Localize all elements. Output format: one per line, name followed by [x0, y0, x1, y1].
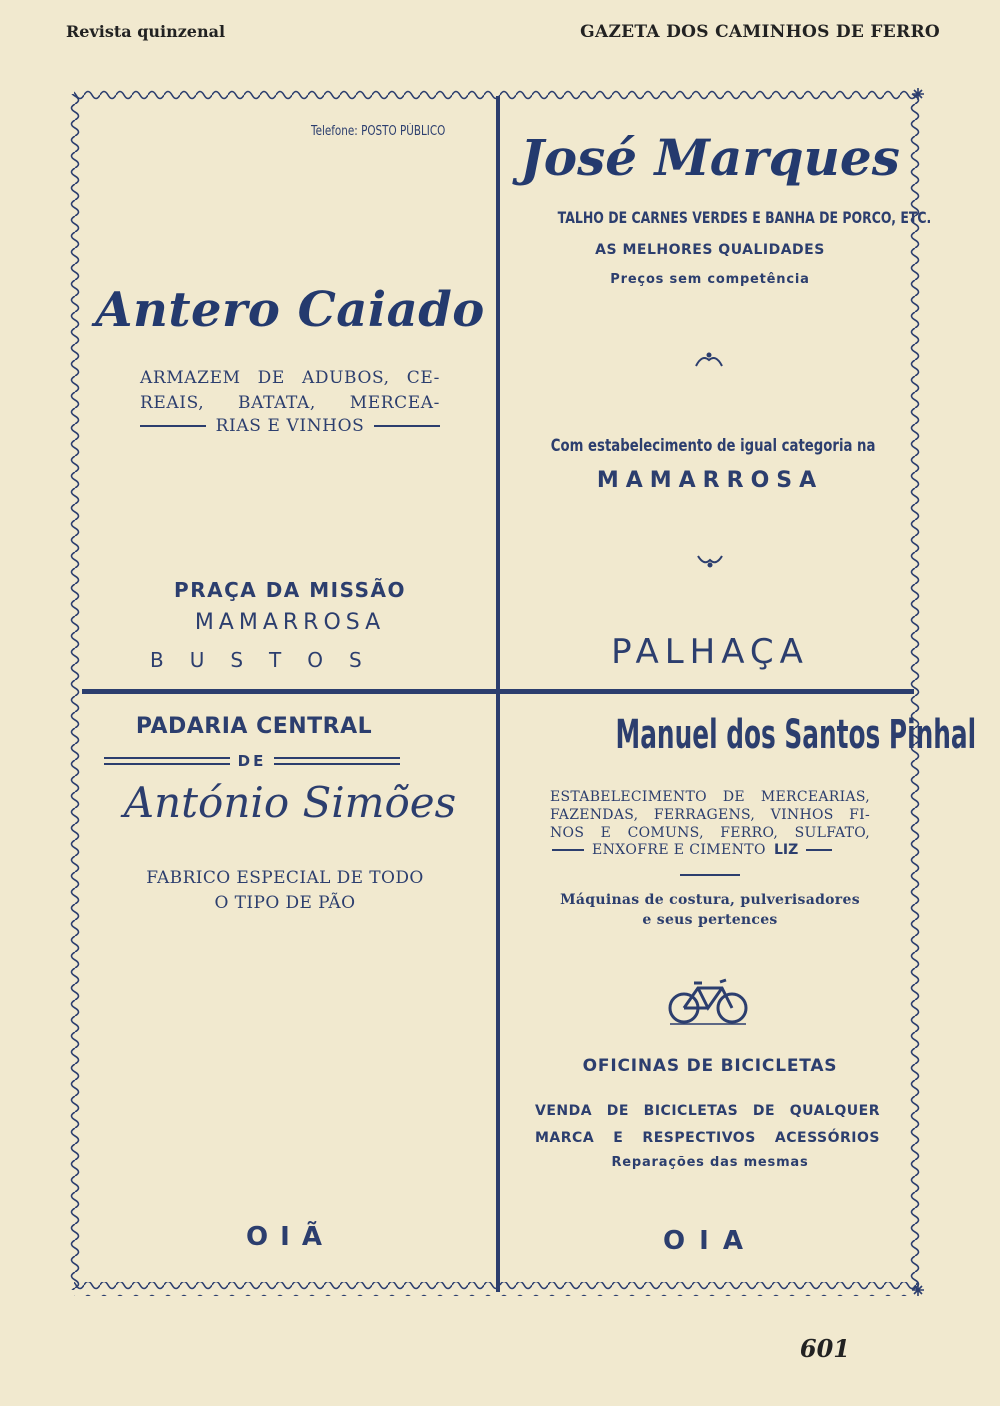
manuel-desc-line-4: ENXOFRE E CIMENTO — [592, 842, 766, 858]
antero-desc-line-1: ARMAZEM DE ADUBOS, CE- — [140, 368, 440, 388]
manuel-sale — [535, 1098, 880, 1152]
manuel-sale-line-2: MARCA E RESPECTIVOS ACESSÓRIOS — [535, 1130, 880, 1146]
manuel-desc-line-2: FAZENDAS, FERRAGENS, VINHOS FI- — [550, 807, 870, 823]
antero-description — [140, 366, 440, 416]
antero-address-3 — [150, 648, 430, 672]
manuel-desc-line-3: NOS E COMUNS, FERRO, SULFATO, — [550, 825, 870, 841]
manuel-description — [550, 788, 870, 842]
manuel-repairs: Reparações das mesmas — [611, 1155, 809, 1170]
padaria-place: OIÃ — [246, 1222, 334, 1252]
padaria-title: PADARIA CENTRAL — [135, 714, 373, 739]
jose-name: José Marques — [520, 128, 900, 187]
manuel-rule-left — [552, 849, 584, 851]
padaria-rule-right — [274, 757, 400, 765]
padaria-de: DE — [237, 752, 267, 770]
jose-line-4: Com estabelecimento de igual categoria na — [550, 436, 876, 456]
antero-desc-line-2: REAIS, BATATA, MERCEA- — [140, 393, 440, 413]
running-header-left: Revista quinzenal — [66, 22, 226, 41]
manuel-workshops: OFICINAS DE BICICLETAS — [582, 1056, 838, 1076]
manuel-desc-line-1: ESTABELECIMENTO DE MERCEARIAS, — [550, 789, 870, 805]
jose-town: MAMARROSA — [596, 468, 824, 493]
page-number: 601 — [799, 1334, 850, 1363]
manuel-place: OIA — [663, 1226, 757, 1256]
ornament-divider-icon — [696, 550, 724, 570]
manuel-brand: LIZ — [773, 842, 799, 858]
padaria-desc-line-2: O TIPO DE PÃO — [214, 893, 356, 913]
manuel-name: Manuel dos Santos Pinhal — [615, 712, 977, 758]
antero-address-2: MAMARROSA — [194, 610, 386, 635]
manuel-desc-line-4-row — [552, 842, 868, 858]
horizontal-rule — [82, 689, 914, 694]
bicycle-icon — [666, 974, 750, 1030]
manuel-machines — [505, 890, 915, 930]
vertical-rule — [496, 96, 500, 1292]
antero-desc-line-3: RIAS E VINHOS — [215, 416, 365, 436]
antero-bustos: BUSTOS — [150, 648, 388, 672]
manuel-rule-right — [806, 849, 832, 851]
antero-desc-line-3-row — [140, 416, 440, 436]
running-header-right: GAZETA DOS CAMINHOS DE FERRO — [580, 22, 940, 42]
antero-address-1: PRAÇA DA MISSÃO — [174, 578, 406, 602]
padaria-owner-name: António Simões — [123, 778, 457, 827]
manuel-rule-short — [680, 874, 740, 876]
padaria-desc-line-1: FABRICO ESPECIAL DE TODO — [146, 868, 424, 888]
manuel-sale-line-1: VENDA DE BICICLETAS DE QUALQUER — [535, 1103, 880, 1119]
ornament-divider-icon — [694, 350, 724, 370]
manuel-machines-line-2: e seus pertences — [642, 912, 778, 928]
antero-phone: Telefone: POSTO PÚBLICO — [311, 124, 446, 139]
padaria-de-row — [104, 752, 400, 770]
antero-rule-left — [140, 425, 206, 427]
antero-name: Antero Caiado — [95, 282, 485, 338]
manuel-machines-line-1: Máquinas de costura, pulverisadores — [560, 892, 860, 908]
jose-line-1: TALHO DE CARNES VERDES E BANHA DE PORCO, ETC. — [557, 208, 932, 227]
jose-place: PALHAÇA — [611, 632, 809, 672]
antero-rule-right — [374, 425, 440, 427]
jose-line-2: AS MELHORES QUALIDADES — [595, 242, 825, 258]
padaria-rule-left — [104, 757, 230, 765]
padaria-description — [110, 866, 460, 916]
jose-line-3: Preços sem competência — [610, 272, 810, 287]
